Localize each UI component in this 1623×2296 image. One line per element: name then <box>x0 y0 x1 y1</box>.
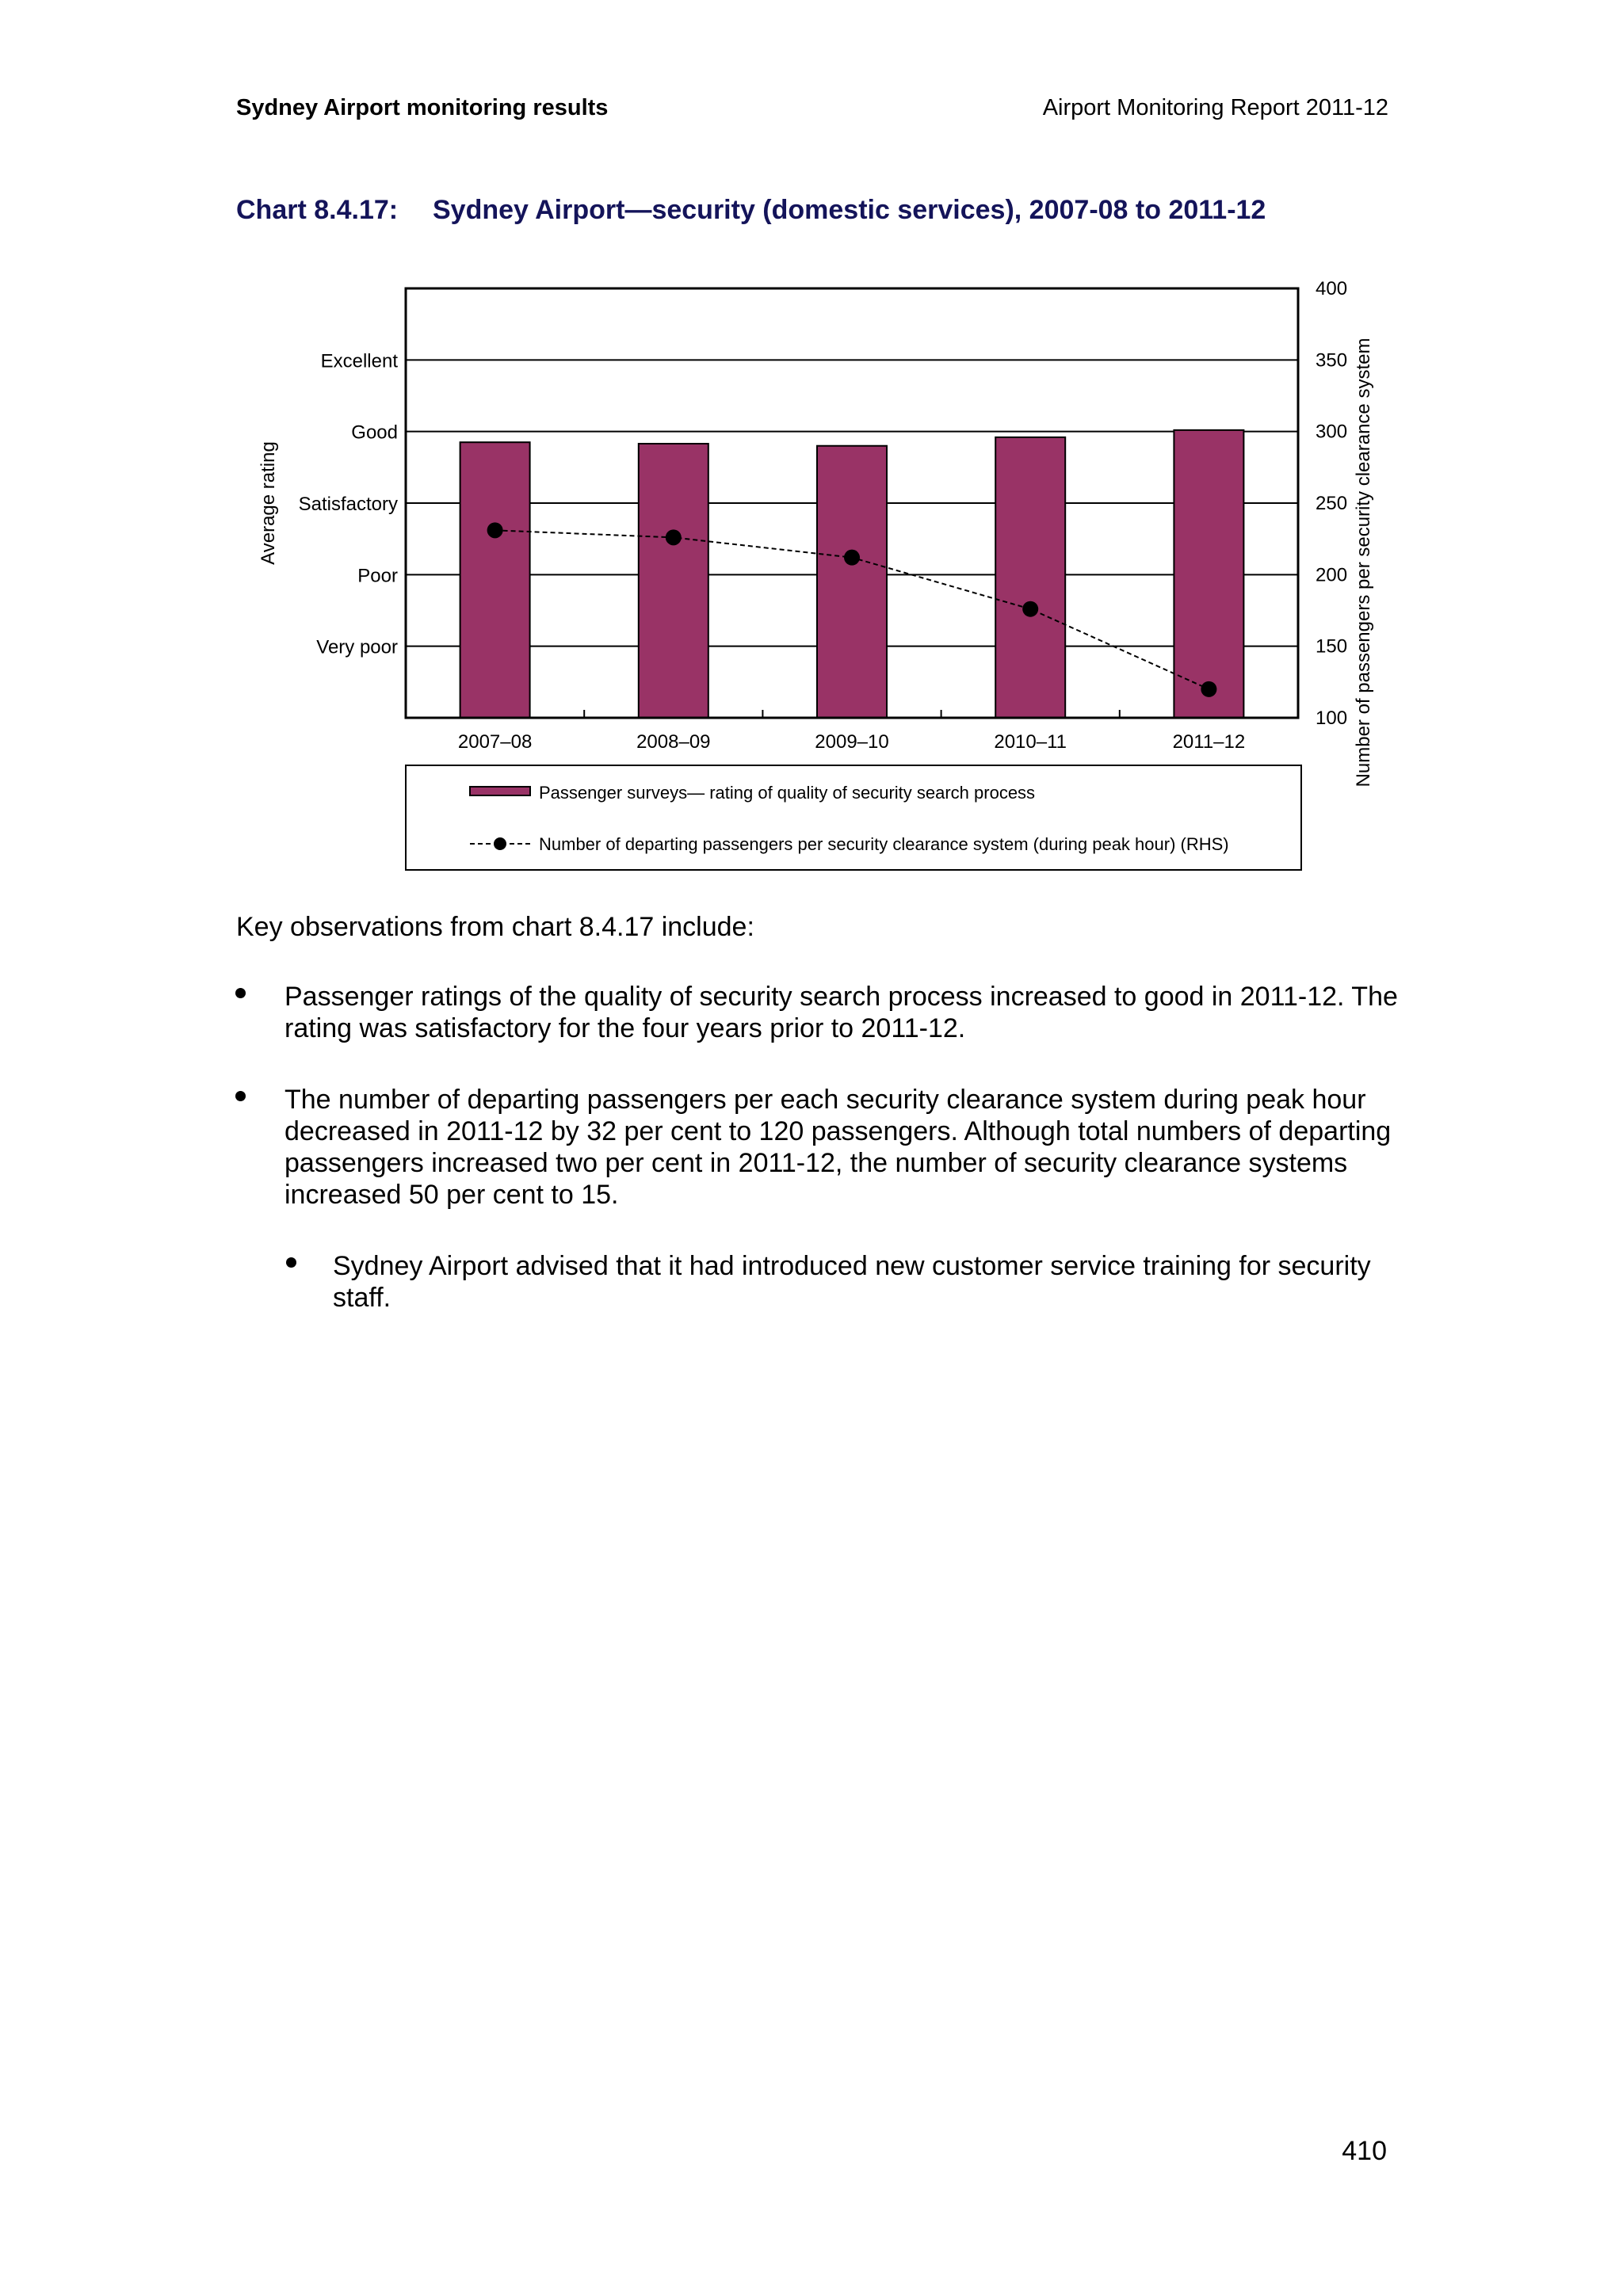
line-point <box>666 529 682 545</box>
right-axis-title: Number of passengers per security clearance system <box>1353 338 1374 788</box>
left-tick-label: Poor <box>357 565 398 587</box>
right-tick-label: 200 <box>1316 564 1348 586</box>
x-tick-label: 2010–11 <box>994 731 1067 753</box>
bar <box>995 437 1065 718</box>
right-tick-label: 100 <box>1316 707 1348 729</box>
combo-chart <box>0 0 1623 887</box>
right-tick-label: 350 <box>1316 349 1348 372</box>
x-tick-label: 2011–12 <box>1172 731 1246 753</box>
x-tick-label: 2007–08 <box>457 731 533 753</box>
right-tick-label: 400 <box>1316 278 1348 299</box>
legend-swatch-bar <box>470 787 530 795</box>
bar <box>817 446 887 718</box>
left-tick-label: Good <box>351 421 398 444</box>
page-header-left: Sydney Airport monitoring results <box>236 95 609 120</box>
right-tick-label: 250 <box>1316 493 1348 514</box>
legend-label-line: Number of departing passengers per security clearance system (during peak hour) (RHS) <box>539 834 1229 854</box>
observation-sub-bullet: Sydney Airport advised that it had introduced new customer service training for security staff. <box>333 1251 1371 1313</box>
legend-label-bar: Passenger surveys— rating of quality of security search process <box>539 783 1036 803</box>
left-axis-title: Average rating <box>258 441 279 565</box>
chart-title-text: Sydney Airport—security (domestic services), 2007-08 to 2011-12 <box>433 195 1266 225</box>
left-tick-label: Excellent <box>320 350 398 372</box>
bar <box>1174 430 1243 718</box>
observation-bullet-1: Passenger ratings of the quality of security search process increased to good in 2011-12. The rating was satisfactory for the four years prior to 2011-12. <box>285 982 1398 1043</box>
line-point <box>1022 601 1038 617</box>
sub-bullet-dot <box>286 1257 296 1268</box>
page-number: 410 <box>1342 2136 1387 2166</box>
observation-bullet-2: The number of departing passengers per each security clearance system during peak hour decreased in 2011-12 by 32 per cent to 120 passengers. Although total numbers of departing passengers increased two per cent in 2011-12, the number of security clearance systems increased 50 per cent to 15. <box>285 1085 1392 1210</box>
legend-box <box>406 765 1301 870</box>
bullet-dot-2 <box>235 1091 246 1101</box>
legend-swatch-marker <box>494 837 506 850</box>
chart-number: Chart 8.4.17: <box>236 195 399 225</box>
line-point <box>487 522 503 538</box>
bullet-dot-1 <box>235 988 246 998</box>
bar <box>460 442 530 718</box>
right-tick-label: 300 <box>1316 421 1348 443</box>
page-header-right: Airport Monitoring Report 2011-12 <box>1042 95 1388 120</box>
line-point <box>1201 681 1216 697</box>
x-tick-label: 2009–10 <box>815 731 889 753</box>
line-point <box>844 550 860 566</box>
observations-intro: Key observations from chart 8.4.17 include: <box>236 912 754 942</box>
x-tick-label: 2008–09 <box>636 731 711 753</box>
bar <box>639 444 708 718</box>
left-tick-label: Very poor <box>316 636 398 658</box>
right-tick-label: 150 <box>1316 635 1348 658</box>
left-tick-label: Satisfactory <box>298 494 398 515</box>
